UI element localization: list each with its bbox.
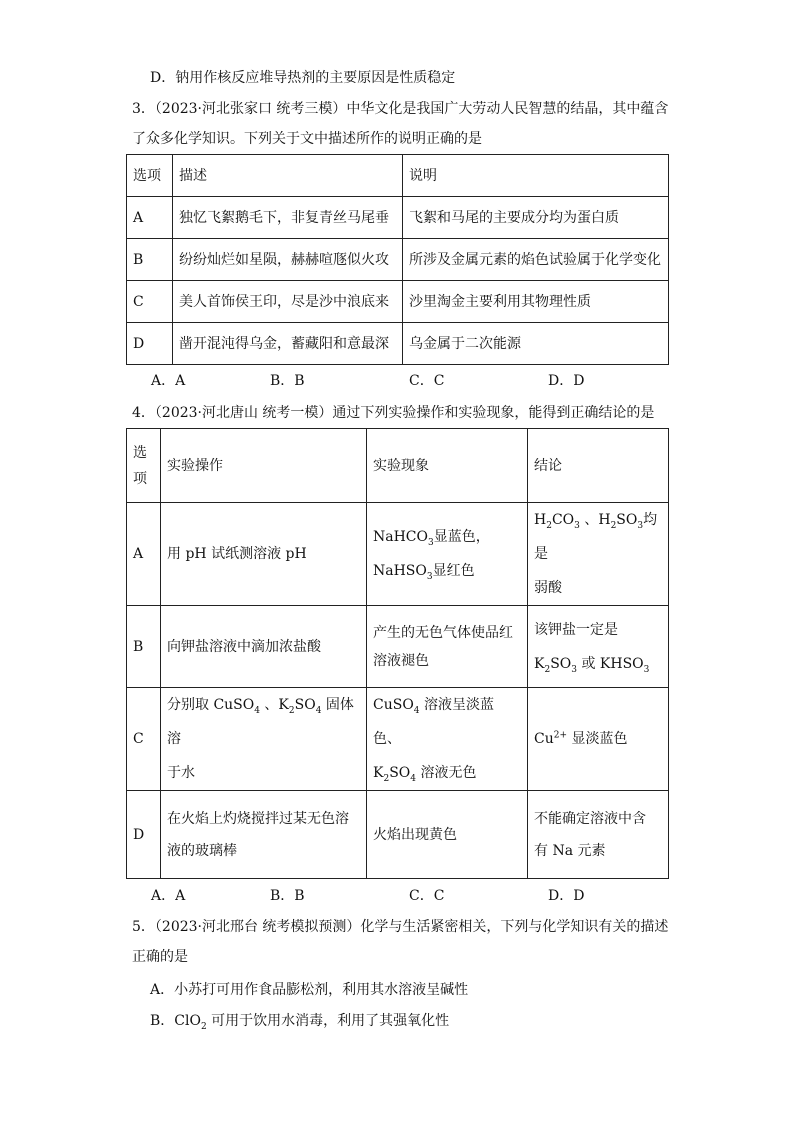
row-phenomenon	[367, 606, 528, 688]
subscript: 3	[428, 537, 434, 548]
q4-answer-options	[151, 886, 584, 906]
conclusion-text: 弱酸	[534, 580, 562, 596]
phenomenon-text: 溶液呈淡蓝色、	[373, 697, 494, 747]
row-operation	[161, 791, 367, 879]
formula-text: NaHCO	[373, 529, 428, 545]
conclusion-text: 有 Na 元素	[534, 842, 606, 859]
q5-stem-line1: 5．（2023·河北邢台 统考模拟预测）化学与生活紧密相关，下列与化学知识有关的描述	[132, 919, 669, 935]
table-row	[127, 281, 669, 323]
formula-text: SO	[616, 512, 638, 528]
table-row	[127, 239, 669, 281]
subscript: 4	[254, 705, 260, 716]
header-phenomenon: 实验现象	[367, 429, 528, 503]
row-conclusion	[528, 791, 669, 879]
formula-text: 、H	[579, 512, 611, 528]
row-explanation: 飞絮和马尾的主要成分均为蛋白质	[403, 197, 669, 239]
row-phenomenon	[367, 503, 528, 606]
formula-text: K	[373, 765, 384, 781]
operation-text: 于水	[167, 765, 195, 781]
subscript: 2	[544, 664, 551, 675]
row-option: D	[127, 791, 161, 879]
row-conclusion	[528, 688, 669, 791]
subscript: 2	[288, 705, 295, 716]
formula-text: CuSO	[373, 697, 414, 713]
subscript: 2	[383, 773, 390, 784]
row-operation: 向钾盐溶液中滴加浓盐酸	[161, 606, 367, 688]
subscript: 2	[546, 520, 552, 531]
operation-text: 固体溶	[167, 697, 354, 747]
formula-text: NaHSO	[373, 563, 427, 579]
formula-text: 分别取 CuSO	[167, 697, 255, 713]
row-explanation: 所涉及金属元素的焰色试验属于化学变化	[403, 239, 669, 281]
q5-option-b[interactable]	[150, 1011, 449, 1031]
row-option: B	[127, 239, 173, 281]
phenomenon-text: 溶液无色	[416, 765, 477, 781]
row-description: 纷纷灿烂如星陨，赫赫喧豗似火攻	[173, 239, 403, 281]
table-row	[127, 606, 669, 688]
formula-text: SO	[550, 655, 572, 672]
q3-stem-line1: 3．（2023·河北张家口 统考三模）中华文化是我国广大劳动人民智慧的结晶，其中蕴含	[132, 101, 669, 117]
table-row	[127, 503, 669, 606]
answer-option-d[interactable]: D．D	[548, 373, 585, 389]
row-description: 凿开混沌得乌金，蓄藏阳和意最深	[173, 323, 403, 365]
conclusion-text: 该钾盐一定是	[534, 621, 618, 638]
q3-table	[126, 154, 669, 365]
superscript: 2+	[553, 730, 568, 741]
subscript: 4	[315, 705, 322, 716]
answer-option-c[interactable]: C．C	[409, 888, 445, 904]
answer-option-a[interactable]: A．A	[151, 888, 186, 904]
header-explanation: 说明	[403, 155, 669, 197]
row-explanation: 乌金属于二次能源	[403, 323, 669, 365]
subscript: 3	[426, 571, 433, 582]
subscript: 2	[610, 520, 617, 531]
row-option: D	[127, 323, 173, 365]
formula-text: CO	[551, 512, 575, 528]
phenomenon-text: 溶液褪色	[373, 652, 429, 669]
row-explanation: 沙里淘金主要利用其物理性质	[403, 281, 669, 323]
row-option: C	[127, 688, 161, 791]
subscript: 3	[637, 520, 644, 531]
phenomenon-text: 显红色	[432, 563, 475, 579]
row-option: B	[127, 606, 161, 688]
q5-option-a[interactable]: A．小苏打可用作食品膨松剂，利用其水溶液呈碱性	[150, 982, 469, 998]
conclusion-text: 显淡蓝色	[567, 731, 628, 747]
formula-text: K	[534, 655, 545, 672]
table-row	[127, 197, 669, 239]
table-row	[127, 323, 669, 365]
row-option: A	[127, 503, 161, 606]
formula-text: 、K	[259, 697, 289, 713]
q2-option-d: D．钠用作核反应堆导热剂的主要原因是性质稳定	[150, 70, 456, 86]
operation-text: 在火焰上灼烧搅拌过某无色溶	[167, 810, 349, 827]
row-description: 独忆飞絮鹅毛下，非复青丝马尾垂	[173, 197, 403, 239]
q3-stem-line2: 了众多化学知识。下列关于文中描述所作的说明正确的是	[132, 131, 482, 147]
subscript: 2	[200, 1021, 207, 1032]
table-row	[127, 688, 669, 791]
phenomenon-text: 产生的无色气体使品红	[373, 624, 513, 641]
table-header-row	[127, 429, 669, 503]
operation-text: 液的玻璃棒	[167, 842, 237, 859]
header-description: 描述	[173, 155, 403, 197]
conclusion-text: 均是	[534, 512, 658, 562]
subscript: 4	[410, 773, 417, 784]
header-option: 选项	[127, 429, 161, 503]
q4-table	[126, 428, 669, 879]
formula-text: SO	[389, 765, 411, 781]
option-b-text: 可用于饮用水消毒，利用了其强氧化性	[206, 1013, 450, 1029]
subscript: 3	[643, 664, 650, 675]
table-row	[127, 791, 669, 879]
row-operation	[161, 688, 367, 791]
subscript: 4	[413, 705, 420, 716]
row-option: A	[127, 197, 173, 239]
subscript: 3	[574, 520, 580, 531]
option-b-text: B．ClO	[150, 1013, 201, 1029]
subscript: 3	[571, 664, 578, 675]
row-phenomenon	[367, 688, 528, 791]
row-operation: 用 pH 试纸测溶液 pH	[161, 503, 367, 606]
row-conclusion	[528, 503, 669, 606]
row-description: 美人首饰侯王印，尽是沙中浪底来	[173, 281, 403, 323]
formula-text: Cu	[534, 731, 554, 747]
answer-option-c[interactable]: C．C	[409, 373, 445, 389]
q3-answer-options	[151, 371, 584, 391]
table-header-row	[127, 155, 669, 197]
formula-text: H	[534, 512, 547, 528]
phenomenon-text: 显蓝色，	[433, 529, 490, 545]
row-conclusion	[528, 606, 669, 688]
q5-stem-line2: 正确的是	[132, 949, 188, 965]
header-conclusion: 结论	[528, 429, 669, 503]
conclusion-text: 不能确定溶液中含	[534, 810, 646, 827]
row-phenomenon: 火焰出现黄色	[367, 791, 528, 879]
answer-option-d[interactable]: D．D	[548, 888, 585, 904]
header-option: 选项	[127, 155, 173, 197]
formula-text: SO	[294, 697, 316, 713]
header-operation: 实验操作	[161, 429, 367, 503]
formula-text: 或 KHSO	[577, 655, 644, 672]
row-option: C	[127, 281, 173, 323]
answer-option-b[interactable]: B．B	[270, 373, 305, 389]
answer-option-a[interactable]: A．A	[151, 373, 186, 389]
answer-option-b[interactable]: B．B	[270, 888, 305, 904]
q4-stem: 4．（2023·河北唐山 统考一模）通过下列实验操作和实验现象，能得到正确结论的是	[132, 405, 655, 421]
